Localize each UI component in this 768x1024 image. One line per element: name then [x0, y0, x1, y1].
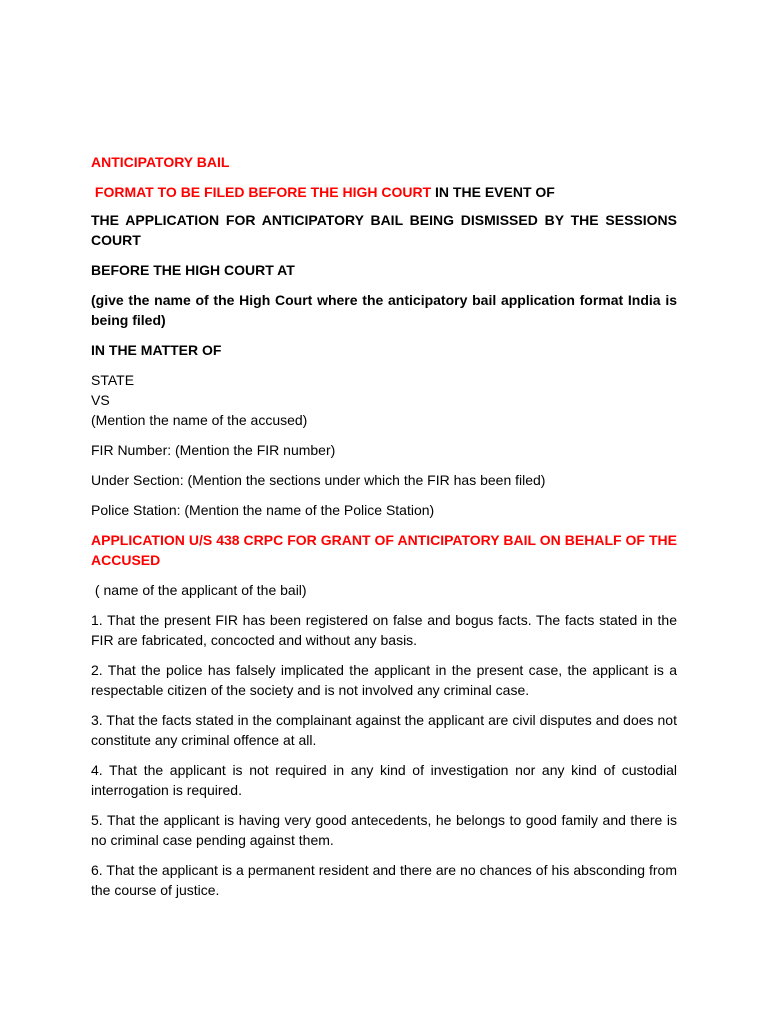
in-matter-heading: IN THE MATTER OF [91, 342, 222, 358]
under-section: Under Section: (Mention the sections under which the FIR has been filed) [91, 472, 546, 488]
point-2: 2. That the police has falsely implicated the applicant in the present case, the applicant is a respectable citizen of the society and is not involved any criminal case. [91, 662, 677, 698]
point-1: 1. That the present FIR has been registered on false and bogus facts. The facts stated in the FIR are fabricated, concocted and without any basis. [91, 612, 677, 648]
format-line [91, 182, 677, 202]
document-page [91, 152, 677, 900]
court-note: (give the name of the High Court where the anticipatory bail application format India is being filed) [91, 292, 677, 328]
state-text: STATE [91, 372, 135, 388]
parties-block [91, 370, 677, 430]
point-3: 3. That the facts stated in the complainant against the applicant are civil disputes and does not constitute any criminal offence at all. [91, 712, 677, 748]
format-black-text: IN THE EVENT OF [431, 184, 555, 200]
fir-number: FIR Number: (Mention the FIR number) [91, 442, 336, 458]
applicant-name: ( name of the applicant of the bail) [91, 582, 307, 598]
before-court-heading: BEFORE THE HIGH COURT AT [91, 262, 295, 278]
vs-text: VS [91, 392, 110, 408]
point-4: 4. That the applicant is not required in any kind of investigation nor any kind of custodial interrogation is required. [91, 762, 677, 798]
format-red-text: FORMAT TO BE FILED BEFORE THE HIGH COURT [91, 184, 432, 200]
police-station: Police Station: (Mention the name of the Police Station) [91, 502, 435, 518]
application-dismissed-heading: THE APPLICATION FOR ANTICIPATORY BAIL BEING DISMISSED BY THE SESSIONS COURT [91, 212, 677, 248]
accused-note: (Mention the name of the accused) [91, 412, 308, 428]
point-6: 6. That the applicant is a permanent resident and there are no chances of his absconding from the course of justice. [91, 862, 677, 898]
point-5: 5. That the applicant is having very good antecedents, he belongs to good family and there is no criminal case pending against them. [91, 812, 677, 848]
document-title: ANTICIPATORY BAIL [91, 154, 230, 170]
application-heading: APPLICATION U/S 438 CRPC FOR GRANT OF ANTICIPATORY BAIL ON BEHALF OF THE ACCUSED [91, 532, 677, 568]
